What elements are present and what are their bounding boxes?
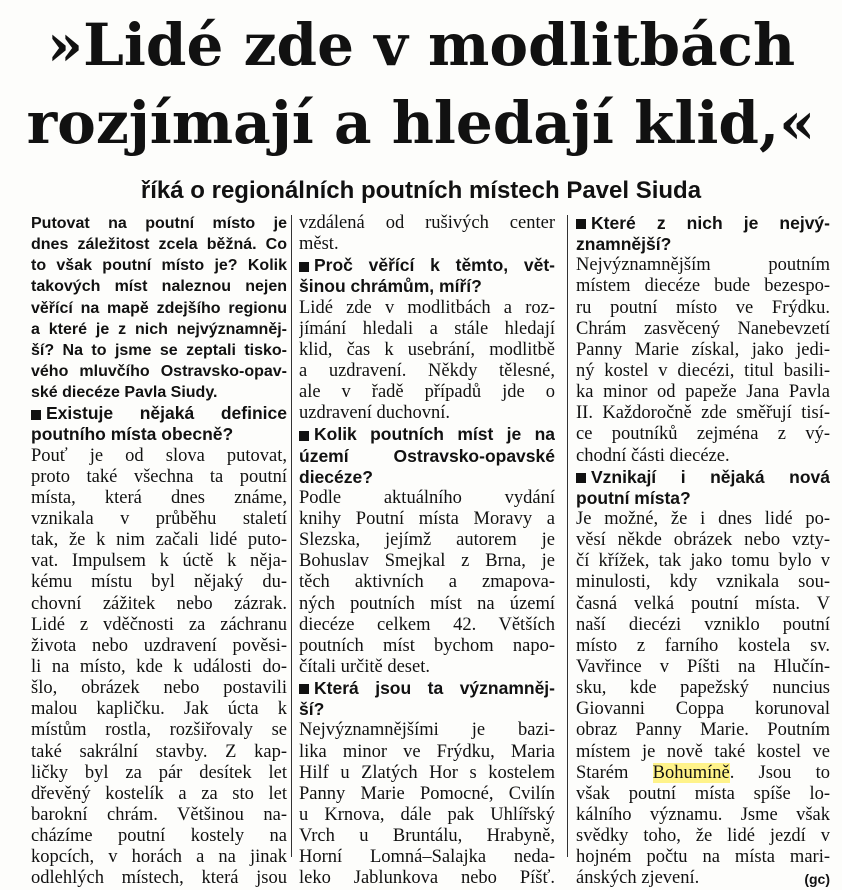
text-line: Nejvýznamnějším poutním bbox=[576, 255, 830, 276]
signature: (gc) bbox=[804, 870, 830, 887]
headline-line-2: rozjímají a hledají klid,« bbox=[26, 89, 816, 157]
text-line: tak, že k nim začali lidé puto- bbox=[31, 530, 287, 551]
text-line: vého mluvčího Ostravsko-opav- bbox=[31, 362, 287, 380]
text-line: a uzdravení. Někdy tělesné, bbox=[299, 360, 555, 381]
text-line: malou kapličku. Jak úcta k bbox=[31, 699, 287, 720]
text-line: Podle aktuálního vydání bbox=[299, 487, 555, 508]
highlight-line bbox=[576, 763, 830, 784]
text-line: vznikala v průběhu staletí bbox=[31, 508, 287, 529]
text-line: Chrám zasvěcený Nanebevzetí bbox=[576, 318, 830, 339]
text-line: Horní Lomná–Salajka neda- bbox=[299, 847, 555, 868]
text-line: těch aktivních a zmapova- bbox=[299, 572, 555, 593]
text-line: ných poutních míst na území bbox=[299, 593, 555, 614]
text-line: ší? Na to jsme se zeptali tisko- bbox=[31, 341, 287, 359]
text-line: dřevěný kostelík a za sto let bbox=[31, 783, 287, 804]
text-line: Vrch u Bruntálu, Hrabyně, bbox=[299, 826, 555, 847]
text-line: znamnější? bbox=[576, 234, 672, 255]
square-bullet-icon bbox=[576, 219, 586, 229]
text-line: místem diecéze bude bezespo- bbox=[576, 276, 830, 297]
text-line: knihy Poutní místa Moravy a bbox=[299, 508, 555, 529]
text-line: kálního významu. Jsme však bbox=[576, 804, 830, 825]
text-line: místo z farního kostela sv. bbox=[576, 635, 830, 656]
text-line: to však poutní místo je? Kolik bbox=[31, 257, 287, 275]
question-1 bbox=[31, 403, 287, 445]
text-line: ný kostel v diecézi, titul basili- bbox=[576, 360, 830, 381]
answer-1 bbox=[31, 446, 287, 890]
text-line: jímání hledali a stále hledají bbox=[299, 318, 555, 339]
text-line: Bohuslav Smejkal z Brna, je bbox=[299, 551, 555, 572]
text-line: ličky byl za pár desítek let bbox=[31, 762, 287, 783]
square-bullet-icon bbox=[576, 473, 586, 483]
question-5 bbox=[576, 213, 830, 255]
column-1 bbox=[31, 213, 287, 890]
text-line: měst. bbox=[299, 234, 339, 255]
text-line: však poutní místa spíše lo- bbox=[576, 783, 830, 804]
text-line: šinou chrámům, míří? bbox=[299, 276, 482, 297]
text-line: vzdálená od rušivých center bbox=[299, 213, 555, 233]
text-line: minulosti, kdy vznikala sou- bbox=[576, 572, 830, 593]
square-bullet-icon bbox=[299, 431, 309, 441]
text-line: čí křížek, tak jako tomu bylo v bbox=[576, 551, 830, 572]
text-line: odlehlých místech, která jsou bbox=[31, 868, 287, 889]
text-line: li na místo, kde k události do- bbox=[31, 656, 287, 677]
text-line: svědky toho, že lidé jezdí v bbox=[576, 826, 830, 847]
square-bullet-icon bbox=[31, 410, 41, 420]
text-line: také sakrální stavby. Z kap- bbox=[31, 741, 287, 762]
text-line: uzdravení duchovní. bbox=[299, 403, 451, 424]
text-line: u Krnova, dále pak Uhlířský bbox=[299, 804, 555, 825]
text-line: šlo, obrázek nebo postavili bbox=[31, 678, 287, 699]
text-line: věřící na mapě zdejšího regionu bbox=[31, 299, 287, 317]
text-line: diecéze celkem 42. Větších bbox=[299, 614, 555, 635]
answer-6a bbox=[576, 509, 830, 763]
text-line: Slezska, jejímž autorem je bbox=[299, 530, 555, 551]
text-line: Putovat na poutní místo je bbox=[31, 215, 287, 232]
highlight-pre: Starém bbox=[576, 762, 653, 783]
text-line: území Ostravsko-opavské bbox=[299, 445, 555, 466]
text-line: Proč věřící k těmto, vět- bbox=[299, 255, 555, 276]
text-line: naší diecézi vzniklo poutní bbox=[576, 614, 830, 635]
text-line: sku, kde papežský nuncius bbox=[576, 678, 830, 699]
question-3 bbox=[299, 424, 555, 487]
answer-4 bbox=[299, 720, 555, 889]
column-divider bbox=[567, 215, 568, 857]
question-2 bbox=[299, 255, 555, 297]
answer-2 bbox=[299, 298, 555, 425]
lead-paragraph bbox=[31, 213, 287, 403]
text-line: ale v řadě případů jde o bbox=[299, 382, 555, 403]
highlight-post: . Jsou to bbox=[729, 762, 830, 783]
text-line: proto také všechna ta poutní bbox=[31, 466, 287, 487]
text-line: diecéze? bbox=[299, 466, 373, 487]
text-line: chodní části diecéze. bbox=[576, 445, 730, 466]
text-line: cházíme poutní kostely na bbox=[31, 826, 287, 847]
question-4 bbox=[299, 678, 555, 720]
text-line: Pouť je od slova putovat, bbox=[31, 445, 287, 466]
headline bbox=[0, 6, 842, 162]
text-line: čítali určitě deset. bbox=[299, 656, 430, 677]
text-line: Hilf u Zlatých Hor s kostelem bbox=[299, 762, 555, 783]
text-line: II. Každoročně zde směřují tisí- bbox=[576, 403, 830, 424]
answer-3 bbox=[299, 488, 555, 678]
text-line: Panny Marie získal, jako jedi- bbox=[576, 339, 830, 360]
text-line: místa, která dnes známe, bbox=[31, 487, 287, 508]
text-line: Vavřince v Píšti na Hlučín- bbox=[576, 656, 830, 677]
text-line: Panny Marie Pomocné, Cvilín bbox=[299, 783, 555, 804]
column-2 bbox=[299, 213, 555, 890]
square-bullet-icon bbox=[299, 262, 309, 272]
text-line: takových míst naleznou nejen bbox=[31, 278, 287, 296]
text-line: Která jsou ta významněj- bbox=[299, 678, 555, 699]
answer-1-continued bbox=[299, 213, 555, 255]
text-line: dnes záležitost zcela běžná. Co bbox=[31, 236, 287, 254]
text-line: a které je z nich nejvýznamněj- bbox=[31, 320, 287, 338]
highlighted-word: Bohumíně bbox=[652, 762, 730, 783]
text-line: Giovanni Coppa korunoval bbox=[576, 699, 830, 720]
text-line: vat. Impulsem k úctě k něja- bbox=[31, 551, 287, 572]
text-line: věsí někde obrázek nebo vzty- bbox=[576, 530, 830, 551]
text-line: Je možné, že i dnes lidé po- bbox=[576, 508, 830, 529]
text-line: ce poutníků zejména z vý- bbox=[576, 424, 830, 445]
text-line: lika minor ve Frýdku, Maria bbox=[299, 741, 555, 762]
subheadline: říká o regionálních poutních místech Pavel Siuda bbox=[140, 177, 702, 204]
question-6 bbox=[576, 467, 830, 509]
text-line: kému místu byl nějaký du- bbox=[31, 572, 287, 593]
text-line: Lidé zde v modlitbách a roz- bbox=[299, 297, 555, 318]
text-line: života nebo uzdravení pověsi- bbox=[31, 635, 287, 656]
answer-5 bbox=[576, 255, 830, 466]
text-line: hojném počtu na místa mari- bbox=[576, 847, 830, 868]
column-divider bbox=[291, 215, 292, 857]
text-line: ru poutní místo ve Frýdku. bbox=[576, 297, 830, 318]
text-line: klid, čas k usebrání, modlitbě bbox=[299, 339, 555, 360]
text-line: poutní místa? bbox=[576, 487, 691, 508]
text-line: ka minor od papeže Jana Pavla bbox=[576, 382, 830, 403]
square-bullet-icon bbox=[299, 684, 309, 694]
text-line: Nejvýznamnějšími je bazi- bbox=[299, 720, 555, 741]
text-line: ší? bbox=[299, 699, 325, 720]
text-line: poutního místa obecně? bbox=[31, 424, 234, 445]
text-line: Vznikají i nějaká nová bbox=[576, 467, 830, 488]
text-line: leko Jablunkova nebo Píšť. bbox=[299, 868, 555, 889]
text-line: ské diecéze Pavla Siudy. bbox=[31, 384, 218, 402]
text-line: časná velká poutní místa. V bbox=[576, 593, 830, 614]
text-line: barokní chrám. Většinou na- bbox=[31, 804, 287, 825]
text-line: ánských zjevení. bbox=[576, 868, 700, 889]
text-line: poutních míst bychom napo- bbox=[299, 635, 555, 656]
text-line: kopcích, v horách a na jinak bbox=[31, 847, 287, 868]
text-line: Lidé z vděčnosti za záchranu bbox=[31, 614, 287, 635]
text-line: místem je nově také kostel ve bbox=[576, 741, 830, 762]
text-line: chovní zážitek nebo zázrak. bbox=[31, 593, 287, 614]
text-line: místům rostla, rozšiřovaly se bbox=[31, 720, 287, 741]
text-line: Které z nich je nejvý- bbox=[576, 213, 830, 234]
text-line: Kolik poutních míst je na bbox=[299, 424, 555, 445]
text-line: Existuje nějaká definice bbox=[31, 403, 287, 424]
column-3 bbox=[576, 213, 830, 890]
headline-line-1: »Lidé zde v modlitbách bbox=[46, 11, 796, 79]
text-line: obraz Panny Marie. Poutním bbox=[576, 720, 830, 741]
